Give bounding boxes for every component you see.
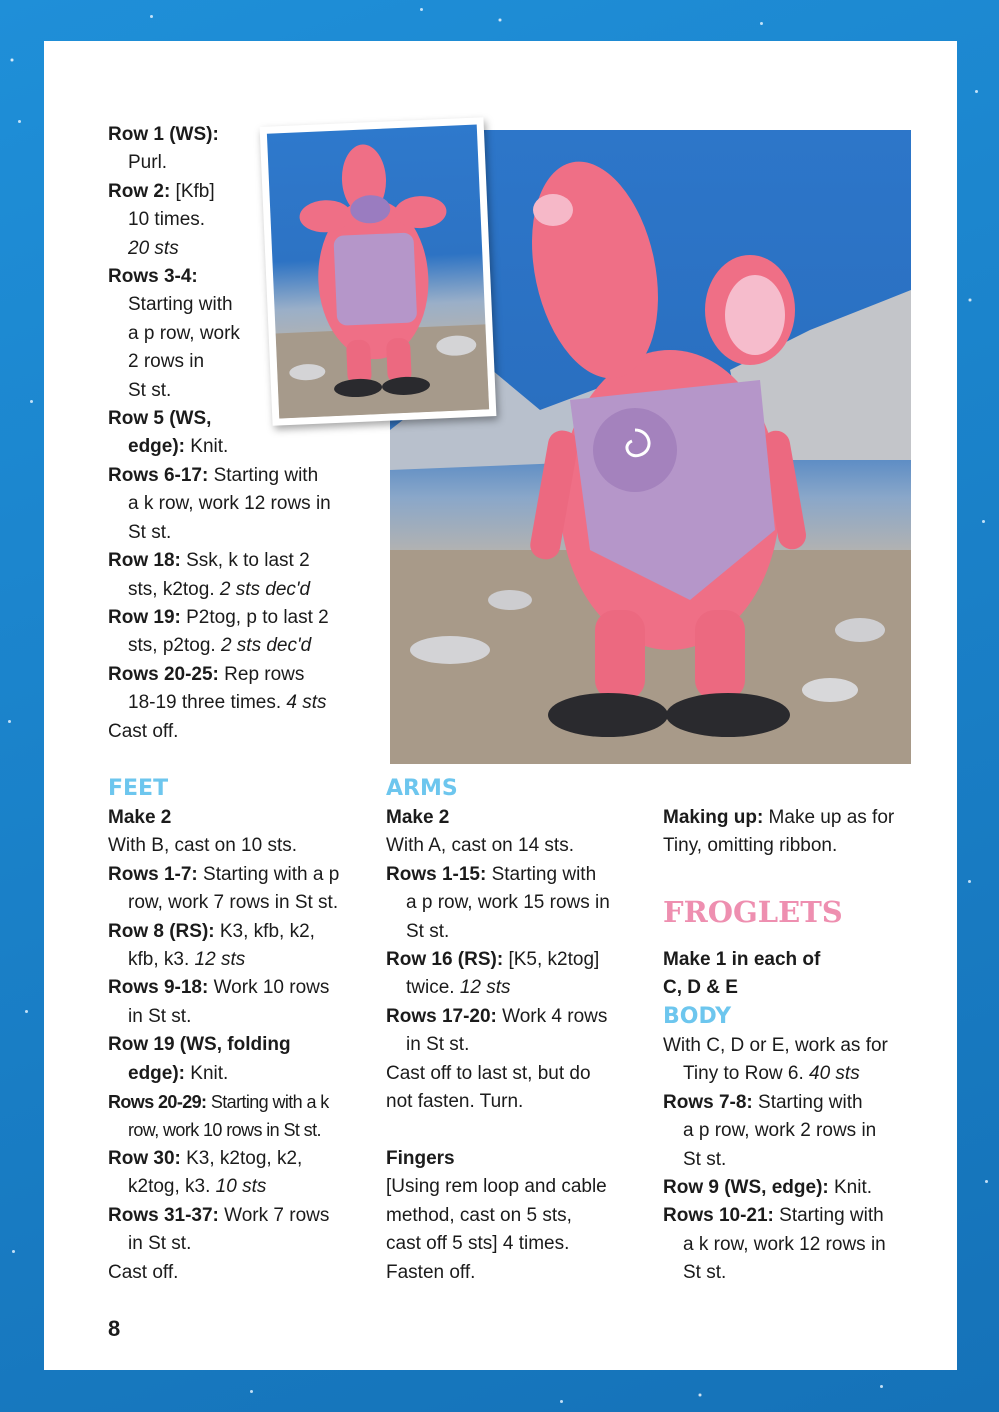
row-text: [K5, k2tog] (503, 949, 600, 971)
cast-off-text: Cast off to last st, but do (386, 1062, 591, 1084)
row-text: Starting with (486, 863, 597, 885)
row-text: Starting with (773, 1205, 884, 1227)
row-text: St st. (128, 521, 172, 543)
row-text: With C, D or E, work as for (663, 1035, 888, 1056)
body-heading: BODY (663, 1004, 732, 1029)
stitch-count: 10 sts (215, 1176, 267, 1198)
froglets-heading: FROGLETS (663, 895, 843, 929)
row-label: edge): (128, 1062, 185, 1084)
make-count: Make 2 (386, 807, 450, 828)
row-text: in St st. (406, 1034, 470, 1056)
stitch-count: 4 sts (286, 692, 327, 714)
fingers-text: Fasten off. (386, 1261, 476, 1283)
row-label: edge): (128, 436, 185, 458)
row-text: St st. (683, 1148, 727, 1170)
arms-heading: ARMS (386, 776, 458, 801)
row-label: Rows 6-17: (108, 464, 209, 486)
row-text: Rep rows (218, 663, 305, 685)
stitch-count: 2 sts dec'd (219, 578, 311, 600)
row-text: Starting with (752, 1091, 863, 1113)
fingers-heading: Fingers (386, 1147, 455, 1169)
stitch-count: 20 sts (128, 237, 179, 259)
row-label: Rows 1-15: (386, 863, 487, 885)
fingers-text: [Using rem loop and cable (386, 1176, 607, 1198)
row-label: Rows 20-25: (108, 663, 219, 685)
row-label: Row 2: (108, 180, 171, 202)
row-text: Tiny to Row 6. (683, 1063, 810, 1085)
row-text: Starting with (208, 464, 319, 486)
make-count: Make 2 (108, 807, 172, 828)
cast-on-text: With A, cast on 14 sts. (386, 835, 574, 857)
feet-heading: FEET (108, 776, 169, 801)
row-label: Row 1 (WS): (108, 124, 219, 145)
row-label: Row 16 (RS): (386, 949, 504, 971)
row-label: Rows 3-4: (108, 266, 198, 288)
cast-off-text: Cast off. (108, 1261, 179, 1283)
row-label: Rows 17-20: (386, 1005, 497, 1027)
row-text: row, work 7 rows in St st. (128, 892, 339, 914)
row-text: St st. (128, 379, 172, 401)
row-text: 18-19 three times. (128, 692, 287, 714)
row-label: Rows 1-7: (108, 863, 198, 885)
stitch-count: 2 sts dec'd (220, 635, 312, 657)
row-text: Purl. (128, 152, 168, 174)
row-instructions-top (108, 121, 331, 746)
row-text: P2tog, p to last 2 (180, 606, 329, 628)
row-label: Row 19: (108, 606, 181, 628)
cast-off-text: Cast off. (108, 720, 179, 742)
row-text: Work 4 rows (496, 1005, 608, 1027)
row-text: row, work 10 rows in St st. (128, 1120, 321, 1141)
row-label: Row 5 (WS, (108, 408, 212, 430)
row-label: Rows 9-18: (108, 977, 209, 999)
row-label: Row 9 (WS, edge): (663, 1177, 829, 1199)
row-text: Knit. (828, 1177, 873, 1199)
row-text: St st. (406, 920, 450, 942)
row-text: K3, k2tog, k2, (180, 1147, 303, 1169)
stitch-count: 12 sts (459, 977, 511, 999)
row-text: Work 10 rows (208, 977, 330, 999)
row-text: K3, kfb, k2, (214, 920, 315, 942)
row-label: Making up: (663, 807, 764, 828)
row-label: Rows 20-29: (108, 1092, 207, 1113)
row-label: Rows 31-37: (108, 1204, 219, 1226)
row-text: [Kfb] (170, 180, 215, 202)
row-text: sts, k2tog. (128, 578, 220, 600)
make-count: Make 1 in each of (663, 949, 821, 970)
row-text: a p row, work (128, 322, 240, 344)
fingers-text: method, cast on 5 sts, (386, 1204, 572, 1226)
feet-instructions (108, 804, 339, 1287)
row-label: Row 18: (108, 550, 181, 572)
row-text: Starting with a p (197, 863, 340, 885)
row-label: Rows 7-8: (663, 1091, 753, 1113)
body-instructions (663, 1032, 888, 1288)
row-text: Knit. (185, 1062, 229, 1084)
row-text: twice. (406, 977, 460, 999)
row-text: Starting with (128, 294, 233, 316)
row-text: a k row, work 12 rows in (683, 1233, 886, 1255)
row-label: Row 8 (RS): (108, 920, 215, 942)
row-text: Ssk, k to last 2 (180, 550, 310, 572)
making-up-text (663, 804, 894, 861)
row-label: Rows 10-21: (663, 1205, 774, 1227)
row-text: in St st. (128, 1233, 192, 1255)
row-text: sts, p2tog. (128, 635, 221, 657)
row-text: Work 7 rows (218, 1204, 330, 1226)
row-label: Row 30: (108, 1147, 181, 1169)
row-text: Tiny, omitting ribbon. (663, 835, 838, 857)
cast-off-text: not fasten. Turn. (386, 1091, 524, 1113)
stitch-count: 12 sts (194, 949, 246, 971)
row-text: a p row, work 15 rows in (406, 892, 610, 914)
row-text: k2tog, k3. (128, 1176, 216, 1198)
row-text: 10 times. (128, 209, 206, 231)
row-text: in St st. (128, 1005, 192, 1027)
page-number: 8 (108, 1316, 121, 1341)
row-text: 2 rows in (128, 351, 205, 373)
fingers-text: cast off 5 sts] 4 times. (386, 1233, 570, 1255)
arms-instructions (386, 804, 610, 1287)
row-text: a p row, work 2 rows in (683, 1120, 877, 1142)
stitch-count: 40 sts (809, 1063, 860, 1085)
row-label: Row 19 (WS, folding (108, 1034, 291, 1056)
make-count: C, D & E (663, 977, 738, 999)
row-text: Knit. (185, 436, 229, 458)
cast-on-text: With B, cast on 10 sts. (108, 835, 298, 857)
row-text: St st. (683, 1262, 727, 1284)
row-text: Make up as for (763, 807, 895, 828)
row-text: kfb, k3. (128, 949, 195, 971)
row-text: Starting with a k (206, 1092, 329, 1113)
row-text: a k row, work 12 rows in (128, 493, 331, 515)
froglets-make-text (663, 946, 820, 1003)
